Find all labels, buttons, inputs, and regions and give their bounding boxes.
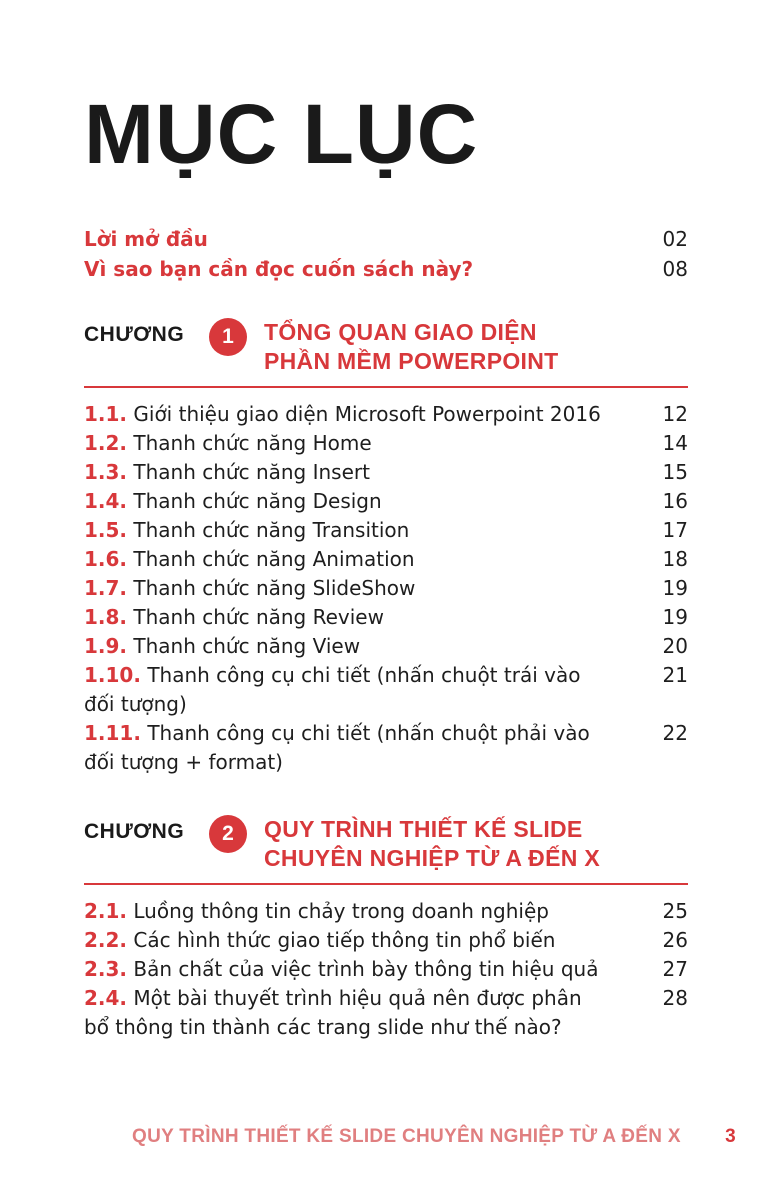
entry-number: 2.3. bbox=[84, 957, 128, 981]
toc-entry[interactable] bbox=[84, 224, 688, 254]
entry-number: 2.2. bbox=[84, 928, 128, 952]
entry-title: Thanh chức năng View bbox=[133, 634, 361, 658]
toc-entry[interactable] bbox=[84, 926, 688, 955]
entry-title: Một bài thuyết trình hiệu quả nên được phân bổ thông tin thành các trang slide như thế nào? bbox=[84, 986, 582, 1039]
entry-title: Bản chất của việc trình bày thông tin hiệu quả bbox=[133, 957, 599, 981]
toc-entry[interactable] bbox=[84, 545, 688, 574]
page-footer bbox=[84, 1126, 736, 1148]
toc-entry[interactable] bbox=[84, 984, 688, 1042]
page-title: MỤC LỤC bbox=[84, 87, 479, 181]
entry-number: 1.5. bbox=[84, 518, 128, 542]
entry-title: Thanh chức năng Home bbox=[133, 431, 372, 455]
entry-title: Các hình thức giao tiếp thông tin phổ biến bbox=[133, 928, 556, 952]
entry-page: 02 bbox=[662, 227, 688, 251]
entry-page: 25 bbox=[662, 899, 688, 923]
toc-entry[interactable] bbox=[84, 897, 688, 926]
chapter-number-badge: 1 bbox=[209, 318, 247, 356]
chapter-entries bbox=[84, 897, 688, 1042]
entry-title: Thanh chức năng Transition bbox=[133, 518, 410, 542]
chapter-title-line: PHẦN MỀM POWERPOINT bbox=[264, 348, 559, 374]
chapter-title bbox=[264, 815, 600, 873]
toc-entry[interactable] bbox=[84, 516, 688, 545]
running-footer-title: QUY TRÌNH THIẾT KẾ SLIDE CHUYÊN NGHIỆP TỪ A ĐẾN X bbox=[132, 1126, 681, 1147]
toc-entry[interactable] bbox=[84, 487, 688, 516]
chapter-heading[interactable] bbox=[84, 318, 688, 376]
entry-page: 17 bbox=[662, 518, 688, 542]
toc-entry[interactable] bbox=[84, 458, 688, 487]
entry-page: 19 bbox=[662, 576, 688, 600]
entry-number: 1.1. bbox=[84, 402, 128, 426]
chapter-title bbox=[264, 318, 558, 376]
toc-entry[interactable] bbox=[84, 719, 688, 777]
entry-title: Thanh chức năng Animation bbox=[133, 547, 415, 571]
entry-title: Thanh chức năng SlideShow bbox=[133, 576, 416, 600]
entry-number: 1.10. bbox=[84, 663, 141, 687]
entry-number: 2.4. bbox=[84, 986, 128, 1010]
toc-entry[interactable] bbox=[84, 955, 688, 984]
entry-number: 1.9. bbox=[84, 634, 128, 658]
entry-number: 1.4. bbox=[84, 489, 128, 513]
entry-title: Luồng thông tin chảy trong doanh nghiệp bbox=[133, 899, 549, 923]
chapter-divider bbox=[84, 386, 688, 388]
chapter-number-badge: 2 bbox=[209, 815, 247, 853]
entry-title: Lời mở đầu bbox=[84, 227, 208, 251]
toc-entry[interactable] bbox=[84, 254, 688, 284]
entry-title: Giới thiệu giao diện Microsoft Powerpoint 2016 bbox=[133, 402, 601, 426]
entry-page: 21 bbox=[662, 663, 688, 687]
entry-page: 20 bbox=[662, 634, 688, 658]
chapter-label: CHƯƠNG bbox=[84, 820, 185, 843]
entry-title: Thanh công cụ chi tiết (nhấn chuột trái vào đối tượng) bbox=[84, 663, 581, 716]
entry-number: 1.2. bbox=[84, 431, 128, 455]
entry-number: 1.6. bbox=[84, 547, 128, 571]
intro-list bbox=[84, 224, 688, 284]
entry-page: 22 bbox=[662, 721, 688, 745]
toc-entry[interactable] bbox=[84, 661, 688, 719]
chapter-label: CHƯƠNG bbox=[84, 323, 185, 346]
entry-page: 08 bbox=[662, 257, 688, 281]
entry-page: 16 bbox=[662, 489, 688, 513]
entry-number: 1.3. bbox=[84, 460, 128, 484]
entry-page: 14 bbox=[662, 431, 688, 455]
entry-page: 18 bbox=[662, 547, 688, 571]
toc-entry[interactable] bbox=[84, 429, 688, 458]
chapter-entries bbox=[84, 400, 688, 777]
entry-title: Vì sao bạn cần đọc cuốn sách này? bbox=[84, 257, 474, 281]
chapter-1 bbox=[84, 318, 688, 777]
toc-entry[interactable] bbox=[84, 603, 688, 632]
chapter-divider bbox=[84, 883, 688, 885]
entry-page: 26 bbox=[662, 928, 688, 952]
entry-page: 28 bbox=[662, 986, 688, 1010]
entry-page: 19 bbox=[662, 605, 688, 629]
entry-title: Thanh công cụ chi tiết (nhấn chuột phải vào đối tượng + format) bbox=[84, 721, 590, 774]
entry-number: 1.11. bbox=[84, 721, 141, 745]
entry-title: Thanh chức năng Design bbox=[133, 489, 382, 513]
entry-number: 1.7. bbox=[84, 576, 128, 600]
toc-entry[interactable] bbox=[84, 632, 688, 661]
entry-title: Thanh chức năng Insert bbox=[133, 460, 370, 484]
entry-number: 2.1. bbox=[84, 899, 128, 923]
entry-page: 27 bbox=[662, 957, 688, 981]
chapter-title-line: QUY TRÌNH THIẾT KẾ SLIDE bbox=[264, 816, 583, 842]
chapter-title-line: TỔNG QUAN GIAO DIỆN bbox=[264, 319, 537, 345]
entry-title: Thanh chức năng Review bbox=[133, 605, 384, 629]
page-number: 3 bbox=[725, 1126, 736, 1147]
entry-page: 12 bbox=[662, 402, 688, 426]
toc-entry[interactable] bbox=[84, 574, 688, 603]
entry-page: 15 bbox=[662, 460, 688, 484]
chapter-heading[interactable] bbox=[84, 815, 688, 873]
chapter-title-line: CHUYÊN NGHIỆP TỪ A ĐẾN X bbox=[264, 845, 600, 871]
entry-number: 1.8. bbox=[84, 605, 128, 629]
toc-entry[interactable] bbox=[84, 400, 688, 429]
chapter-2 bbox=[84, 815, 688, 1042]
